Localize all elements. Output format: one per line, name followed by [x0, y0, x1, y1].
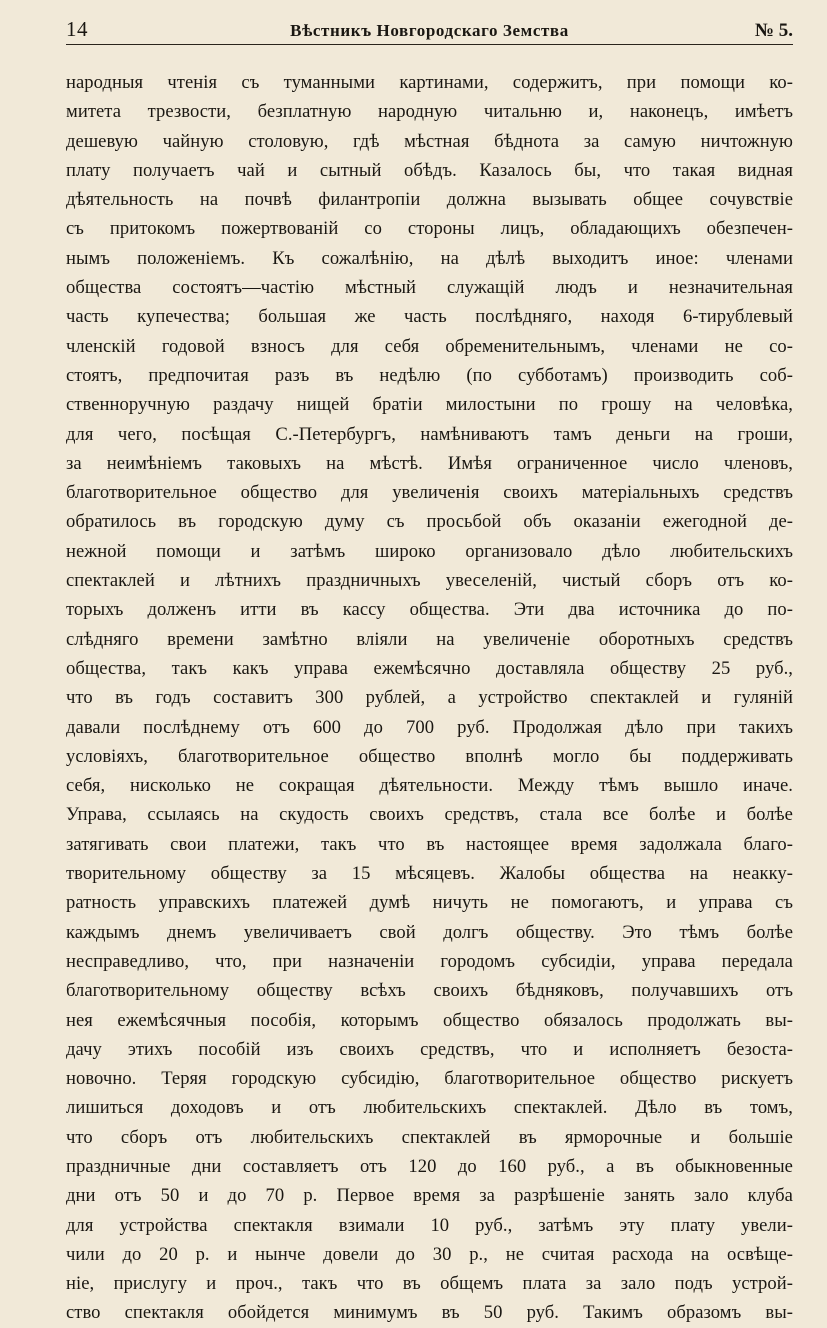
- running-header: [66, 0, 793, 45]
- text-line: дѣятельность на почвѣ филантропіи должна вызывать общее сочувствіе: [66, 189, 793, 211]
- text-line: нымъ положеніемъ. Къ сожалѣнію, на дѣлѣ выходитъ иное: членами: [66, 247, 793, 269]
- text-line: давали послѣднему отъ 600 до 700 руб. Продолжая дѣло при такихъ: [66, 716, 793, 738]
- text-line: затягивать свои платежи, такъ что въ настоящее время задолжала благо-: [66, 833, 793, 855]
- text-line: стоятъ, предпочитая разъ въ недѣлю (по субботамъ) производить соб-: [66, 364, 793, 386]
- text-line: благотворительному обществу всѣхъ своихъ бѣдняковъ, получавшихъ отъ: [66, 980, 793, 1002]
- text-line: ственноручную раздачу нищей братіи милостыни по грошу на человѣка,: [66, 394, 793, 416]
- text-line: для устройства спектакля взимали 10 руб., затѣмъ эту плату увели-: [66, 1214, 793, 1236]
- text-line: спектаклей и лѣтнихъ праздничныхъ увеселеній, чистый сборъ отъ ко-: [66, 570, 793, 592]
- text-line: за неимѣніемъ таковыхъ на мѣстѣ. Имѣя ограниченное число членовъ,: [66, 452, 793, 474]
- text-line: что сборъ отъ любительскихъ спектаклей въ ярморочные и большіе: [66, 1126, 793, 1148]
- text-line: для чего, посѣщая С.-Петербургъ, намѣниваютъ тамъ деньги на гроши,: [66, 423, 793, 445]
- text-line: ратность управскихъ платежей думѣ ничуть не помогаютъ, и управа съ: [66, 892, 793, 914]
- text-line: часть купечества; большая же часть послѣдняго, находя 6-тирублевый: [66, 306, 793, 328]
- text-line: дни отъ 50 и до 70 р. Первое время за разрѣшеніе занять зало клуба: [66, 1185, 793, 1207]
- text-line: дешевую чайную столовую, гдѣ мѣстная бѣднота за самую ничтожную: [66, 130, 793, 152]
- text-line: что въ годъ составитъ 300 рублей, а устройство спектаклей и гуляній: [66, 687, 793, 709]
- body-text: [66, 68, 793, 1328]
- text-line: себя, нисколько не сокращая дѣятельности. Между тѣмъ вышло иначе.: [66, 775, 793, 797]
- text-line: несправедливо, что, при назначеніи городомъ субсидіи, управа передала: [66, 950, 793, 972]
- text-line: народныя чтенія съ туманными картинами, содержитъ, при помощи ко-: [66, 72, 793, 93]
- text-line: новочно. Теряя городскую субсидію, благотворительное общество рискуетъ: [66, 1068, 793, 1090]
- text-line: праздничные дни составляетъ отъ 120 до 160 руб., а въ обыкновенные: [66, 1155, 793, 1177]
- text-line: каждымъ днемъ увеличиваетъ свой долгъ обществу. Это тѣмъ болѣе: [66, 921, 793, 943]
- text-line: общества, такъ какъ управа ежемѣсячно доставляла обществу 25 руб.,: [66, 657, 793, 679]
- journal-title: Вѣстникъ Новгородскаго Земства: [290, 21, 569, 40]
- text-line: Управа, ссылаясь на скудость своихъ средствъ, стала все болѣе и болѣе: [66, 804, 793, 826]
- text-line: общества состоятъ—частію мѣстный служащій людъ и незначительная: [66, 277, 793, 299]
- text-line: обратилось въ городскую думу съ просьбой объ оказаніи ежегодной де-: [66, 511, 793, 533]
- text-line: членскій годовой взносъ для себя обременительнымъ, членами не со-: [66, 335, 793, 357]
- text-line: плату получаетъ чай и сытный обѣдъ. Казалось бы, что такая видная: [66, 159, 793, 181]
- text-line: чили до 20 р. и нынче довели до 30 р., не считая расхода на освѣще-: [66, 1243, 793, 1265]
- text-line: слѣдняго времени замѣтно вліяли на увеличеніе оборотныхъ средствъ: [66, 628, 793, 650]
- text-line: митета трезвости, безплатную народную читальню и, наконецъ, имѣетъ: [66, 101, 793, 123]
- text-line: благотворительное общество для увеличенія своихъ матеріальныхъ средствъ: [66, 482, 793, 504]
- text-line: дачу этихъ пособій изъ своихъ средствъ, что и исполняетъ безоста-: [66, 1038, 793, 1060]
- text-line: лишиться доходовъ и отъ любительскихъ спектаклей. Дѣло въ томъ,: [66, 1097, 793, 1119]
- text-line: съ притокомъ пожертвованій со стороны лицъ, обладающихъ обезпечен-: [66, 218, 793, 240]
- text-line: условіяхъ, благотворительное общество вполнѣ могло бы поддерживать: [66, 745, 793, 767]
- issue-number: № 5.: [754, 20, 793, 41]
- page-number: 14: [66, 17, 88, 41]
- text-line: творительному обществу за 15 мѣсяцевъ. Жалобы общества на неакку-: [66, 863, 793, 885]
- text-line: торыхъ долженъ итти въ кассу общества. Эти два источника до по-: [66, 599, 793, 621]
- text-line: нея ежемѣсячныя пособія, которымъ общество обязалось продолжать вы-: [66, 1009, 793, 1031]
- text-line: нежной помощи и затѣмъ широко организовало дѣло любительскихъ: [66, 540, 793, 562]
- text-line: ство спектакля обойдется минимумъ въ 50 руб. Такимъ образомъ вы-: [66, 1302, 793, 1324]
- text-line: ніе, прислугу и проч., такъ что въ общемъ плата за зало подъ устрой-: [66, 1273, 793, 1295]
